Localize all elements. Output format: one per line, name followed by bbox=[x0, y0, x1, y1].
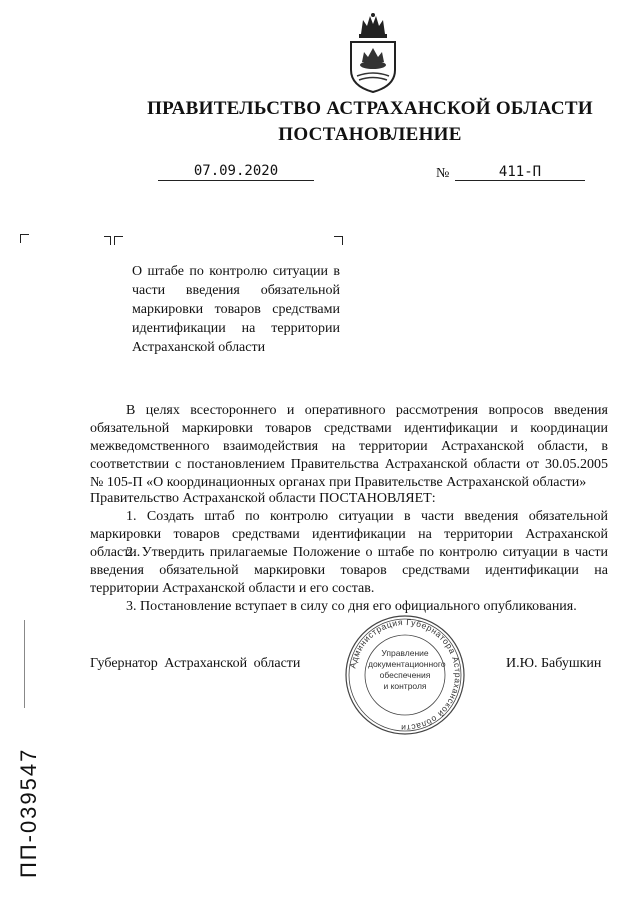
side-margin-line bbox=[24, 620, 25, 708]
subject-right-corner-mark bbox=[334, 236, 343, 245]
preamble-paragraph: В целях всестороннего и оперативного рассмотрения вопросов введения обязательной маркировки товаров средствами идентификации и координации межведомственного взаимодействия на территории Астраханской области, в соответствии с постановлением Правительства Астраханской области от 30.05.2005 № 105-П «О координационных органах при Правительстве Астраханской области» bbox=[90, 403, 608, 490]
stamp-ring-text: Администрация Губернатора Астраханской области bbox=[347, 616, 464, 734]
stamp-line-4: и контроля bbox=[383, 681, 427, 691]
stamp-line-2: документационного bbox=[368, 659, 446, 669]
left-corner-mark bbox=[20, 234, 29, 243]
document-type: ПОСТАНОВЛЕНИЕ bbox=[278, 124, 462, 145]
document-date: 07.09.2020 bbox=[158, 162, 314, 181]
subject-left-corner-mark-2 bbox=[114, 236, 123, 245]
stamp-line-3: обеспечения bbox=[379, 670, 431, 680]
stamp-inner-text bbox=[368, 648, 446, 692]
decree-line: Правительство Астраханской области ПОСТАНОВЛЯЕТ: bbox=[90, 491, 436, 506]
coat-of-arms-icon bbox=[345, 12, 401, 94]
signatory-position: Губернатор Астраханской области bbox=[90, 656, 301, 671]
side-registration-code bbox=[8, 730, 48, 880]
document-subject: О штабе по контролю ситуации в части введения обязательной маркировки товаров средствами идентификации на территории Астраханской области bbox=[132, 264, 340, 355]
decree-item-1: 1. Создать штаб по контролю ситуации в части введения обязательной маркировки товаров средствами идентификации на территории Астраханской области. bbox=[90, 509, 608, 560]
document-number: 411-П bbox=[455, 164, 585, 181]
stamp-line-1: Управление bbox=[381, 648, 429, 658]
decree-item-2: 2. Утвердить прилагаемые Положение о штабе по контролю ситуации в части введения обязательной маркировки товаров средствами идентификации на территории Астраханской области и его состав. bbox=[90, 545, 608, 596]
signatory-name: И.Ю. Бабушкин bbox=[506, 656, 602, 671]
decree-item-3: 3. Постановление вступает в силу со дня его официального опубликования. bbox=[126, 599, 577, 614]
subject-left-corner-mark bbox=[104, 236, 111, 245]
number-sign: № bbox=[436, 166, 450, 181]
side-code-text: ПП-039547 bbox=[16, 747, 41, 878]
government-title: ПРАВИТЕЛЬСТВО АСТРАХАНСКОЙ ОБЛАСТИ bbox=[147, 98, 593, 119]
